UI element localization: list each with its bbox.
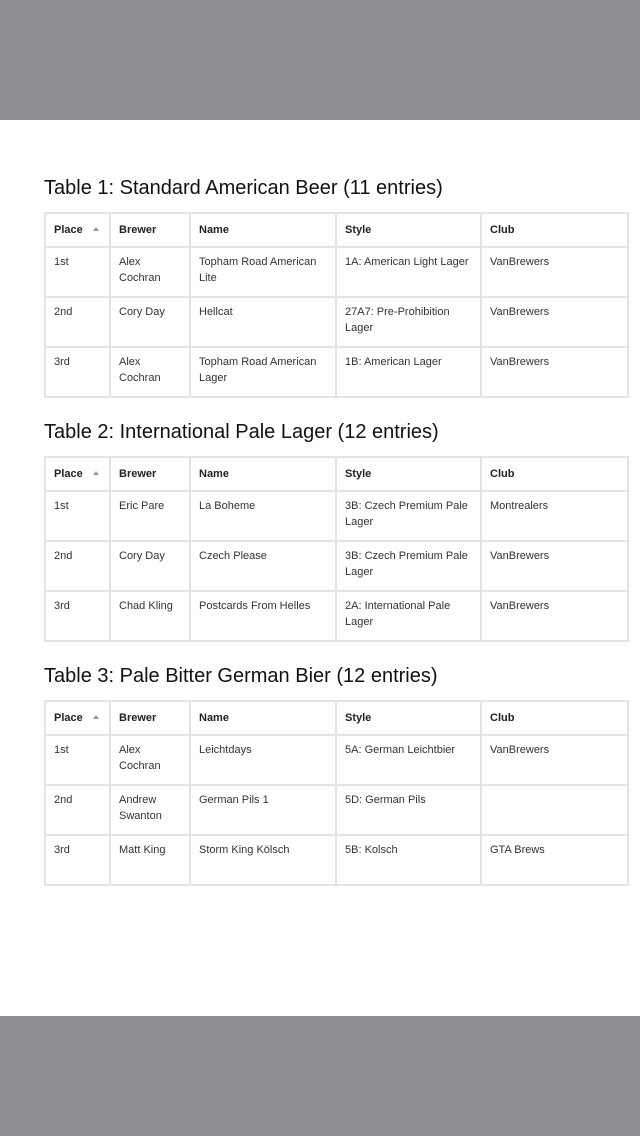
place-cell: 3rd	[45, 835, 110, 885]
brewer-cell: Cory Day	[110, 541, 190, 591]
club-cell: Montrealers	[481, 491, 628, 541]
name-cell: Topham Road American Lager	[190, 347, 336, 397]
table-row	[45, 491, 628, 541]
style-cell: 5D: German Pils	[336, 785, 481, 835]
table-header-row	[45, 213, 628, 247]
brewer-cell: Cory Day	[110, 297, 190, 347]
bottom-gray-bar	[0, 1016, 640, 1136]
name-cell: Leichtdays	[190, 735, 336, 785]
name-cell: La Boheme	[190, 491, 336, 541]
club-cell: VanBrewers	[481, 541, 628, 591]
table-3-title: Table 3: Pale Bitter German Bier (12 entries)	[44, 665, 438, 687]
name-column-header[interactable]: Name	[190, 701, 336, 735]
table-1-title: Table 1: Standard American Beer (11 entries)	[44, 177, 443, 199]
table-header-row	[45, 457, 628, 491]
style-cell: 5A: German Leichtbier	[336, 735, 481, 785]
place-column-header[interactable]: Place	[45, 213, 110, 247]
table-2-title: Table 2: International Pale Lager (12 entries)	[44, 421, 439, 443]
name-column-header[interactable]: Name	[190, 457, 336, 491]
name-cell: German Pils 1	[190, 785, 336, 835]
club-cell: VanBrewers	[481, 735, 628, 785]
results-page	[0, 120, 640, 1016]
table-row	[45, 541, 628, 591]
brewer-column-header[interactable]: Brewer	[110, 213, 190, 247]
table-row	[45, 735, 628, 785]
results-table-1	[44, 212, 629, 398]
place-cell: 3rd	[45, 347, 110, 397]
style-cell: 27A7: Pre-Prohibition Lager	[336, 297, 481, 347]
style-cell: 2A: International Pale Lager	[336, 591, 481, 641]
results-table-3	[44, 700, 629, 886]
style-cell: 1B: American Lager	[336, 347, 481, 397]
brewer-cell: Chad Kling	[110, 591, 190, 641]
brewer-cell: Alex Cochran	[110, 735, 190, 785]
name-cell: Storm King Kölsch	[190, 835, 336, 885]
club-cell: VanBrewers	[481, 347, 628, 397]
top-gray-bar	[0, 0, 640, 120]
name-cell: Hellcat	[190, 297, 336, 347]
club-column-header[interactable]: Club	[481, 701, 628, 735]
brewer-cell: Matt King	[110, 835, 190, 885]
table-row	[45, 591, 628, 641]
name-cell: Postcards From Helles	[190, 591, 336, 641]
brewer-column-header[interactable]: Brewer	[110, 457, 190, 491]
results-table-2	[44, 456, 629, 642]
club-cell	[481, 785, 628, 835]
place-column-header[interactable]: Place	[45, 457, 110, 491]
place-cell: 2nd	[45, 785, 110, 835]
style-column-header[interactable]: Style	[336, 213, 481, 247]
style-cell: 3B: Czech Premium Pale Lager	[336, 541, 481, 591]
club-column-header[interactable]: Club	[481, 213, 628, 247]
place-cell: 3rd	[45, 591, 110, 641]
sort-ascending-icon[interactable]	[93, 471, 99, 475]
style-cell: 1A: American Light Lager	[336, 247, 481, 297]
sort-ascending-icon[interactable]	[93, 715, 99, 719]
table-row	[45, 247, 628, 297]
sort-ascending-icon[interactable]	[93, 227, 99, 231]
brewer-cell: Alex Cochran	[110, 247, 190, 297]
place-cell: 1st	[45, 247, 110, 297]
brewer-cell: Andrew Swanton	[110, 785, 190, 835]
brewer-cell: Alex Cochran	[110, 347, 190, 397]
club-cell: VanBrewers	[481, 591, 628, 641]
place-cell: 1st	[45, 491, 110, 541]
table-header-row	[45, 701, 628, 735]
club-cell: GTA Brews	[481, 835, 628, 885]
club-cell: VanBrewers	[481, 297, 628, 347]
style-column-header[interactable]: Style	[336, 457, 481, 491]
table-row	[45, 785, 628, 835]
place-cell: 1st	[45, 735, 110, 785]
club-cell: VanBrewers	[481, 247, 628, 297]
brewer-column-header[interactable]: Brewer	[110, 701, 190, 735]
place-cell: 2nd	[45, 541, 110, 591]
place-cell: 2nd	[45, 297, 110, 347]
style-column-header[interactable]: Style	[336, 701, 481, 735]
club-column-header[interactable]: Club	[481, 457, 628, 491]
style-cell: 5B: Kolsch	[336, 835, 481, 885]
name-cell: Topham Road American Lite	[190, 247, 336, 297]
style-cell: 3B: Czech Premium Pale Lager	[336, 491, 481, 541]
table-row	[45, 297, 628, 347]
table-row	[45, 835, 628, 885]
brewer-cell: Eric Pare	[110, 491, 190, 541]
name-cell: Czech Please	[190, 541, 336, 591]
place-column-header[interactable]: Place	[45, 701, 110, 735]
table-row	[45, 347, 628, 397]
name-column-header[interactable]: Name	[190, 213, 336, 247]
